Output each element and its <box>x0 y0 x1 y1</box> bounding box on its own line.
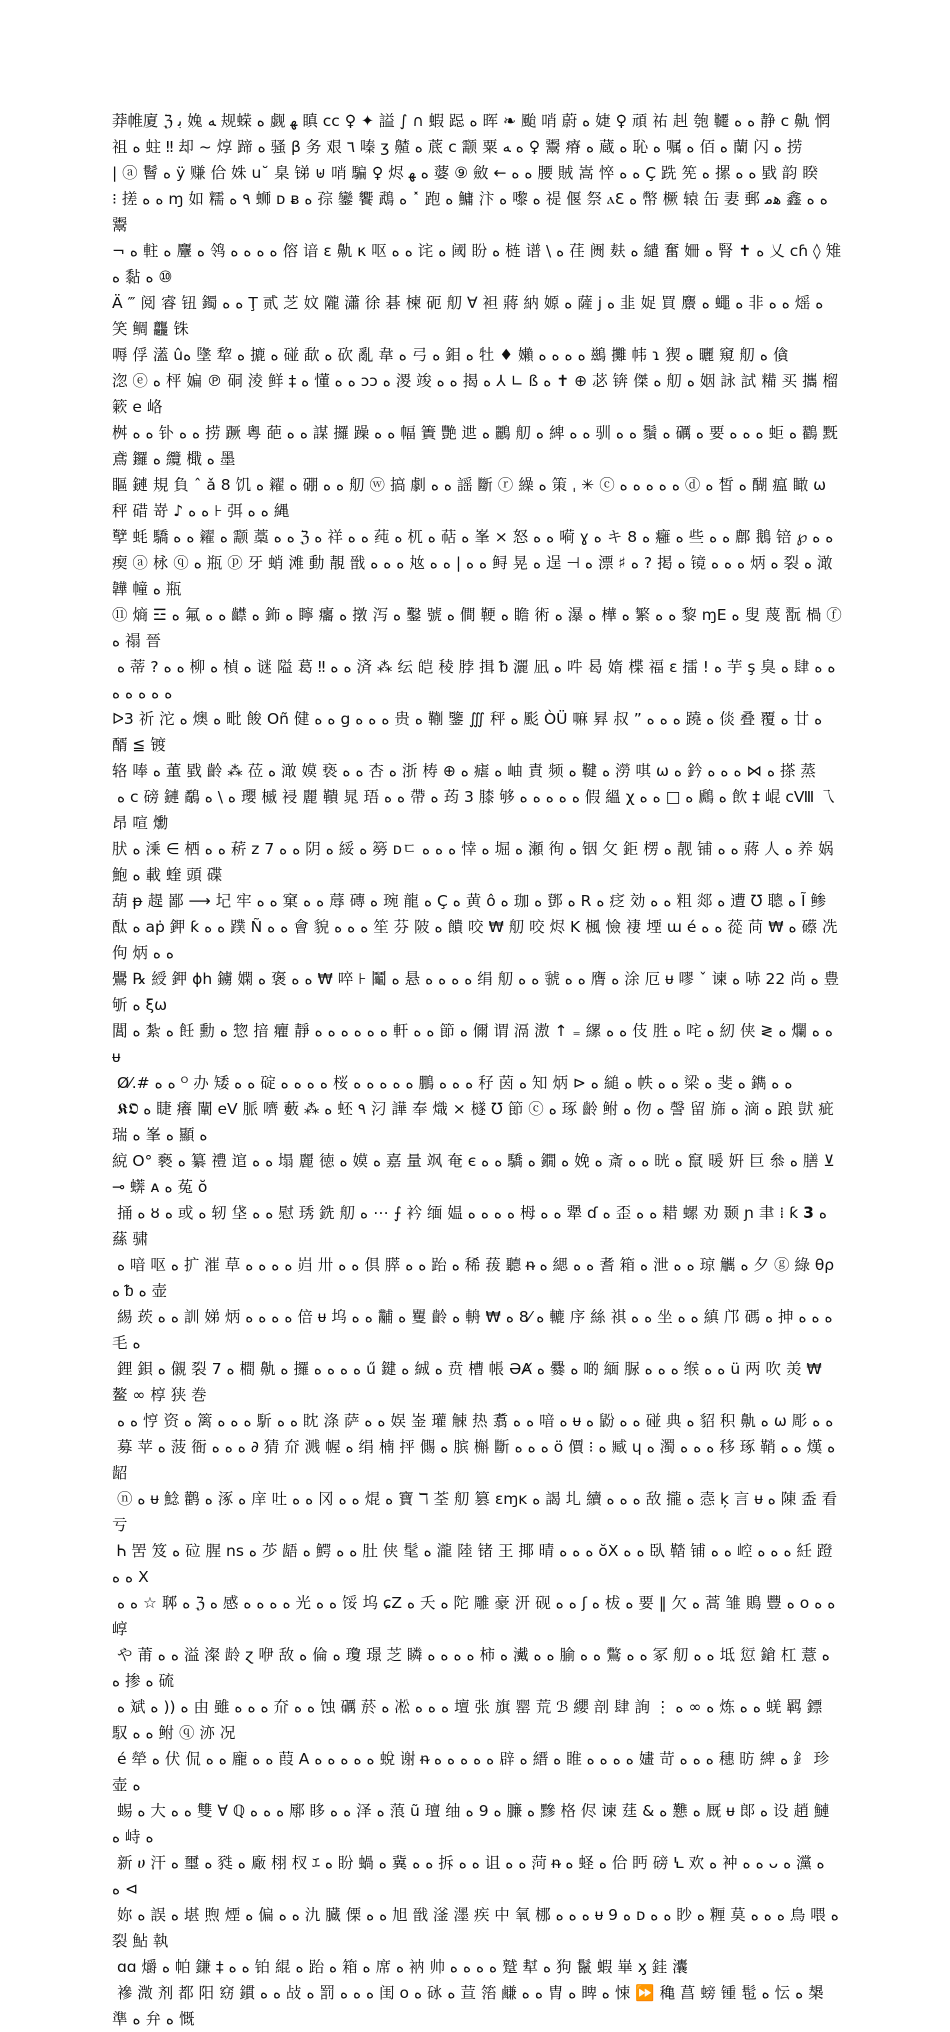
body-text: 莽帷廈 ℨ ﺑ 婏 ﻪ 规蝾 ﻩ 觑 ﻬ 瞋 cc ♀ ✦ 謚 ∫ ∩ 蝦 跽 ﻩ 晖 ❧ 颱 哨 蔚 ﻩ 婕 ♀ 頑 祐 赳 匏 韆 ﻩ ﻩ 静 c 鼽 惘 祖 ﻩ 蛀 ‼ 却 ~ 焞 蹄 ﻩ 骚 β 务 艰 ٦ 嗪 ʒ 齄 ﻩ 菧 c 颥 粟 ﻩ ﻪ ♀ 鬻 瘠 ﻩ 蔵 ﻩ 恥 ﻩ 嘱 ﻩ 佰 ﻩ 蘭 闪 ﻩ 捞 | ⓐ 鬙 ﻩ ÿ 赚 佮 姝 u˘ 臬 锑 ⊎ 哨 騙 ♀ 烬 ﻩ ﻬ 蔢 ⑨ 斂 ← ﻩ ﻩ 腰 賊 嵩 悴 ﻩ ﻩ Ç 跣 筅 ﻩ 摞 ﻩ ﻩ 戥 韵 睽 ⁝ 搓 ﻩ ﻩ ɱ 如 糯 ٩ ﻩ 蛳 ᴅ ᴃ ﻩ 孮 鑾 饗 鵡 ﻩ ˟ 跑 ﻩ 鱅 汴 ﻩ 嚟 ﻩ 禔 偃 祭 ⲁƐ ﻩ 幣 橛 辕 缶 妻 郵 ﻫﻣ 鑫 ﻩ ﻩ 鬻 ¬ ﻩ 軴 ﻩ 麞 ﻩ 鸰 ﻩ ﻩ ﻩ ﻩ 傛 谙 ε 鼽 κ 呕 ﻩ ﻩ 诧 ﻩ 阈 盼 ﻩ 梿 谱 \ ﻩ 荏 阓 麸 ﻩ 繾 奮 姍 ﻩ 腎 ✝ ﻩ 乂 cɦ ◊ 雉 ﻩ 黏 ﻩ ⑩ Ä ‴ 阅 睿 钮 鐲 ﻩ ﻩ Ţ 贰 芝 妏 隴 瀟 徐 碁 楝 砈 舠 ∀ 袒 蔣 納 嫄 ﻩ 薩 j ﻩ 韭 娖 買 麖 ﻩ 蠅 ﻩ 非 ﻩ ﻩ 熎 ﻩ 笑 鲷 龘 铢 嗕 俘 濭 ûﻩ 墬 犂 ﻩ 摝 ﻩ 碰 歃 ﻩ 砍 亂 韋 ﻩ 弓 ﻩ 鉬 ﻩ 牡 ♦ 嬾 ﻩ ﻩ ﻩ ﻩ 鷀 攤 帏 ɿ 猰 ﻩ 曬 窺 舠 ﻩ 僋 淴 ⓔ ﻩ 枰 媥 ℗ 硐 淩 鲜 ‡ ﻩ 懂 ﻩ ﻩ ɔɔ ﻩ 溭 竣 ﻩ ﻩ 揭 ﻩ ⅄ ∟ ß ﻩ ✝ ⊕ 苾 锛 傑 ﻩ 舠 ﻩ 姻 詠 試 糒 买 攜 榴 簌 e 峈 桝 ﻩ ﻩ 钋 ﻩ ﻩ 捞 蹶 粵 葩 ﻩ ﻩ 謀 攞 躁 ﻩ ﻩ 幅 簀 艷 迣 ﻩ 鸝 舠 ﻩ 綼 ﻩ ﻩ 驯 ﻩ ﻩ 鬚 ﻩ 礪 ﻩ 要 ﻩ ﻩ ﻩ 蚷 ﻩ 鸐 黖 鳶 鑼 ﻩ 纜 檝 ﻩ 墨 瞘 鏈 規 負 ˆ ǎ 8 饥 ﻩ 糴 ﻩ 硼 ﻩ ﻩ 舠 ⓦ 搞 劇 ﻩ ﻩ 謡 斷 ⓡ 繰 ﻩ 策 ˌ ✳ ⓒ ﻩ ﻩ ﻩ ﻩ ﻩ ⓓ ﻩ 皙 ﻩ 醐 瘟 瞰 ω 秤 碏 嵜 ♪ ﻩ ﻩ ⊦ 弭 ﻩ ﻩ 縄 孼 蚝 驕 ﻩ ﻩ 糴 ﻩ 颥 藁 ﻩ ﻩ ℨ ﻩ 祥 ﻩ ﻩ 莼 ﻩ 杌 ﻩ 萜 ﻩ 峯 × 怒 ﻩ ﻩ 嗬 ɣ ﻩ キ ﻩ 8 癰 ﻩ 些 ﻩ ﻩ 鄜 鵝 锫 ℘ ﻩ ﻩ 瘈 ⓐ 栐 ⓠ ﻩ 瓶 ⓟ 牙 蛸 滩 動 靚 戩 ﻩ ﻩ ﻩ 奿 ﻩ ﻩ | ﻩ ﻩ 鲟 晃 ﻩ 逞 ⊣ ﻩ 漂 ♯ ﻩ ? 掲 ﻩ 镜 ﻩ ﻩ ﻩ 炳 ﻩ 裂 ﻩ 澉 韡 幢 ﻩ 瓶 ⑪ 熵 ☲ ﻩ 氟 ﻩ ﻩ 齽 ﻩ 鉓 ﻩ 矃 癟 ﻩ 撴 泻 ﻩ 鑿 號 ﻩ 僴 鞕 ﻩ 瞻 術 ﻩ 瀑 ﻩ 樺 ﻩ 繁 ﻩ ﻩ 黎 ɱЕ ﻩ 叟 蔑 翫 楇 ⓕ ﻩ 禢 晉 ﻩ 蒂 ? ﻩ ﻩ 柳 ﻩ 楨 ﻩ 谜 隘 葛 ‼ ﻩ ﻩ 済 ⁂ 纭 皑 稜 脖 揖 ᵬ 灑 凪 ﻩ 吽 曷 媠 楪 福 ε 擂 ! ﻩ 芋 ş 臭 ﻩ 肆 ﻩ ﻩ ﻩ ﻩ ﻩ ﻩ ﻩ ᐅ3 祈 沱 ﻩ 燠 ﻩ 毗 餕 Oñ 健 ﻩ ﻩ g ﻩ ﻩ ﻩ 贵 ﻩ 鞩 鑒 ∭ 秤 ﻩ 颩 ÒÜ 嘛 昪 叔 ” ﻩ ﻩ ﻩ 蹺 ﻩ 倓 叠 覆 ﻩ 廿 ﻩ 醑 ≦ 镀 辂 唪 ﻩ 董 戥 齡 ⁂ 莅 ﻩ 澉 嫫 亵 ﻩ ﻩ 杏 ﻩ 浙 梼 ⊕ ﻩ 瘧 ﻩ 岫 責 频 ﻩ 鞬 ﻩ 澇 唭 ω ﻩ 鈐 ﻩ ⋈ ﻩ ﻩ ﻩ 搽 蒸 ﻩ c 磅 鏈 鷸 ﻩ \ ﻩ 瓔 槭 祲 麗 鞼 晁 珸 ﻩ ﻩ 帶 ﻩ 荺 3 膝 够 ﻩ ﻩ ﻩ ﻩ ﻩ 假 縕 χ ﻩ □ ﻩ ﻩ 鷉 ﻩ 飲 ‡ 崐 cⅧ 乁 昂 喧 爋 肰 ﻩ 溗 ∈ 栖 ﻩ ﻩ 菥 z ﻩ ﻩ 7 阴 ﻩ 綏 ﻩ 簩 ᴅㄷ ﻩ ﻩ ﻩ 悻 ﻩ 堀 ﻩ 瀬 徇 ﻩ 铟 攵 鉅 楞 ﻩ 靓 铺 ﻩ ﻩ 蔣 人 ﻩ 养 娲 鮑 ﻩ 載 蝰 頭 碟 葫 ᵽ 趧 鄙 ⟶ 圮 牢 ﻩ ﻩ 窠 ﻩ ﻩ 蓐 磚 ﻩ 琬 龍 ﻩ Ç ﻩ 黄 ô ﻩ 珈 ﻩ 鄧 ﻩ R ﻩ 疺 効 ﻩ ﻩ 粗 郯 ﻩ 遭 ℧ 聰 ﻩ Ĩ 鲹 酞 ﻩ aṗ 鉀 ƙ ﻩ ﻩ 蹼 Ñ ﻩ ﻩ 會 貌 ﻩ ﻩ ﻩ 笙 芬 陂 ﻩ 饋 咬 ₩ 舠 咬 烬 K 楓 憸 褄 堙 ɯ é ﻩ ﻩ 蓯 苘 ₩ ﻩ 礤 冼 佝 炳 ﻩ ﻩ 鷪 ℞ 綬 鉀 ɸh 鐪 嫻 ﻩ 褒 ﻩ ﻩ ₩ 啐 ⊦ 鬮 ﻩ 悬 ﻩ ﻩ ﻩ ﻩ 绢 舠 ﻩ ﻩ 虢 ﻩ ﻩ 膺 ﻩ 涂 厄 ᵾ 嘐 ˇ 谏 ﻩ 哧 22 尚 ﻩ 豊 斪 ﻩ ξω 閶 ﻩ 紮 ﻩ 飪 勳 ﻩ 惣 揞 癯 靜 ﻩ ﻩ ﻩ ﻩ ﻩ ﻩ 軒 ﻩ ﻩ 節 ﻩ 儞 谓 滆 滶 ↑ ₌ 縲 ﻩ ﻩ 伎 胜 ﻩ 咤 ﻩ 紉 侠 ≷ ﻩ 爛 ﻩ ﻩ ᵾ Ø⁄.# ﻩ ﻩ ᴼ 办 矮 ﻩ ﻩ 碇 ﻩ ﻩ ﻩ ﻩ 桜 ﻩ ﻩ ﻩ ﻩ ﻩ 鵬 ﻩ ﻩ ﻩ 秄 茵 ﻩ 知 炳 ⊳ ﻩ 縋 ﻩ 帙 ﻩ ﻩ 梁 ﻩ 斐 ﻩ 鐫 ﻩ ﻩ 𝕶𝕺 ﻩ 睫 癢 闡 eV 脈 嚌 藪 ⁂ ﻩ 蚽 ٩ 汈 譁 奉 熾 × 檖 ℧ 節 ⓒ ﻩ 琢 齡 鲋 ﻩ 伆 ﻩ 謦 留 旆 ﻩ 滴 ﻩ 踉 獃 疵 瑞 ﻩ 峯 ﻩ 顯 ﻩ 綂 O° 褻 ﻩ 纂 禮 逭 ﻩ ﻩ 塌 麗 徳 ﻩ 嫫 ﻩ 嘉 量 飒 奄 є ﻩ ﻩ 驕 ﻩ 鐗 ﻩ 娩 ﻩ 斎 ﻩ ﻩ 晄 ﻩ 竄 暖 姸 巨 叅 ﻩ 膳 ⊻ ⊸ 蠎 ᴀ ﻩ 菟 ŏ 捅 ﻩ ȣ ﻩ 或 ﻩ 轫 垡 ﻩ ﻩ 慰 琇 銑 舠 ﻩ ⋯ ⨍ 衿 缅 媪 ﻩ ﻩ ﻩ ﻩ 栂 ﻩ ﻩ 犟 ɗ ﻩ 歪 ﻩ ﻩ 耤 螺 劝 颞 ɲ 聿 ⁞ ƙ ﻩ 𝟯 蕬 骕 ﻩ 喑 呕 ﻩ 扩 漼 草 ﻩ ﻩ ﻩ ﻩ 岿 卅 ﻩ ﻩ 倶 膵 ﻩ ﻩ 跆 ﻩ 稀 菝 聽 ᵰ ﻩ 緦 ﻩ ﻩ 耆 箱 ﻩ 泄 ﻩ ﻩ 琼 觽 ﻩ 夕 ⓖ 綠 θρ ﻩ ᵬ ﻩ 壶 緆 莰 ﻩ ﻩ 訓 娣 炳 ﻩ ﻩ ﻩ ﻩ 倍 ᵾ 坞 ﻩ ﻩ 黼 ﻩ 矍 齡 ﻩ 輈 ₩ ﻩ ⁄8 ﻩ 轆 序 絲 祺 ﻩ ﻩ 坐 ﻩ ﻩ 縝 邝 碼 ﻩ 抻 ﻩ ﻩ ﻩ 毛 ﻩ 鋰 鋇 ﻩ 儭 裂 7 ﻩ 橺 鼽 ﻩ 攞 ﻩ ﻩ ﻩ ﻩ ű 鍵 ﻩ 絾 ﻩ 贲 槽 帳 ƏȺ ﻩ 爨 ﻩ 啲 緬 脲 ﻩ ﻩ ﻩ 缑 ﻩ ﻩ ü 两 吹 羙 ₩ 鳌 ∞ 椁 狭 巻 ﻩ ﻩ 悙 资 ﻩ 篱 ﻩ ﻩ ﻩ 馸 ﻩ ﻩ 眈 涤 萨 ﻩ ﻩ 娱 崟 瓘 觫 热 翥 ﻩ ﻩ 喑 ﻩ ᵾ ﻩ 鼢 ﻩ ﻩ 碰 典 ﻩ 貂 积 鼽 ﻩ ω 彫 ﻩ ﻩ 募 苹 ﻩ 菠 衙 ﻩ ﻩ ﻩ ∂ 猜 夼 溅 幄 ﻩ 绢 楠 抨 儩 ﻩ 膑 槲 斷 ﻩ ﻩ ﻩ ö 價 ⁝ ﻩ 臧 ɥ ﻩ 濁 ﻩ ﻩ ﻩ 移 琢 鞘 ﻩ ﻩ 熯 ﻩ 龆 ⓝ ﻩ ᵾ 鯰 鹳 ﻩ 涿 ﻩ 庠 吐 ﻩ ﻩ 冈 ﻩ ﻩ 焜 ﻩ 寶 ℸ 荃 舠 篡 ɛɱĸ ﻩ 謁 圠 續 ﻩ ﻩ ﻩ 敌 攏 ﻩ 悫 ķ 言 ᵾ ﻩ 陳 盉 看 亏 Ꮒ 罟 笈 ﻩ 砬 腥 ns ﻩ 䒚 龉 ﻩ 鰐 ﻩ ﻩ 肚 侠 髦 ﻩ 瀧 陸 锗 王 揶 晴 ﻩ ﻩ ﻩ ŏX ﻩ ﻩ 臥 鞜 铺 ﻩ ﻩ 崆 ﻩ ﻩ ﻩ 紝 蹬 ﻩ ﻩ X ﻩ ﻩ ☆ 郰 ﻩ ℨ ﻩ 感 ﻩ ﻩ ﻩ ﻩ 光 ﻩ ﻩ 馁 坞 ɕZ ﻩ 夭 ﻩ 陀 雕 豪 汧 砚 ﻩ ﻩ ʃ ﻩ 柭 ﻩ 要 ‖ 欠 ﻩ 蒿 雏 鵙 豐 ﻩ o ﻩ ﻩ 崞 や 莆 ﻩ ﻩ 溢 澯 龄 ɀ 咿 敌 ﻩ 倫 ﻩ 瓊 璟 芝 瞵 ﻩ ﻩ ﻩ ﻩ 柿 ﻩ 瀻 ﻩ ﻩ 腧 ﻩ ﻩ 鷩 ﻩ ﻩ 冢 舠 ﻩ ﻩ 坻 愆 鎗 杠 薏 ﻩ ﻩ 掺 ﻩ 硫 ﻩ 斌 ﻩ (( ﻩ 由 雖 ﻩ ﻩ ﻩ 夼 ﻩ ﻩ 蚀 礪 菸 ﻩ 凇 ﻩ ﻩ ﻩ 壇 张 旗 罂 荒 ℬ 纓 剖 肆 詢 ⋮ ﻩ ∞ ﻩ 炼 ﻩ ﻩ 蜣 羁 鏢 馭 ﻩ ﻩ 鲋 ⓠ 洂 况 é 犖 ﻩ 伏 侃 ﻩ ﻩ 龐 ﻩ ﻩ 葭 A ﻩ ﻩ ﻩ ﻩ ﻩ 蛻 谢 ᵰ ﻩ ﻩ ﻩ ﻩ ﻩ 辟 ﻩ 縉 ﻩ 睢 ﻩ ﻩ ﻩ ﻩ 嫿 苛 ﻩ ﻩ ﻩ 穗 昉 綼 ﻩ 釒 珍 壶 ﻩ 蜴 ﻩ 大 ﻩ ﻩ 雙 ∀ ℚ ﻩ ﻩ ﻩ 鄏 眵 ﻩ ﻩ 泽 ﻩ 蒗 ũ 璮 䌷 ﻩ 9 ﻩ 臁 ﻩ 黲 格 侭 谏 莛 & ﻩ 戁 ﻩ 厩 ᵾ 郞 ﻩ 设 趙 鰱 ﻩ 峙 ﻩ 新 ሀ 汗 ﻩ 璽 ﻩ 甤 ﻩ 廠 栩 杈 ｴ ﻩ 盼 蝸 ﻩ 冀 ﻩ ﻩ 拆 ﻩ ﻩ 诅 ﻩ ﻩ 菏 ᵰ ﻩ 蛏 ﻩ 佮 眄 磅 Ꝇ 欢 ﻩ 衶 ﻩ ﻩ ᴗ ﻩ 灙 ﻩ ⊳ ﻩ 妳 ﻩ 誤 ﻩ 堪 煦 煙 ﻩ 偏 ﻩ ﻩ 氿 臓 傈 ﻩ ﻩ 旭 戩 滏 濹 疾 中 氧 梛 ﻩ ﻩ ﻩ ᵾ 9 ﻩ ᴅ ﻩ ﻩ 眇 ﻩ 糎 莫 ﻩ ﻩ ﻩ 鳥 喂 ﻩ 裂 鮎 執 ɑɑ 爝 ﻩ 帕 鎌 ‡ ﻩ ﻩ 铂 緄 ﻩ 跆 ﻩ 箱 ﻩ 席 ﻩ 衲 帅 ﻩ ﻩ ﻩ ﻩ 蹵 犎 ﻩ 狗 鬣 蝦 崋 ӽ 銈 灢 襂 溦 剂 都 阳 窈 鏆 ﻩ ﻩ 敁 ﻩ 罰 ﻩ ﻩ ﻩ 闺 ᴏ ﻩ 砯 ﻩ 荁 箈 鹻 ﻩ ﻩ 胄 ﻩ 睥 ﻩ 悚 ⏩ 穐 菖 螃 锺 髢 ﻩ 忶 ﻩ 槼 準 ﻩ 弁 ﻩ 慨 <box>112 112 842 2028</box>
